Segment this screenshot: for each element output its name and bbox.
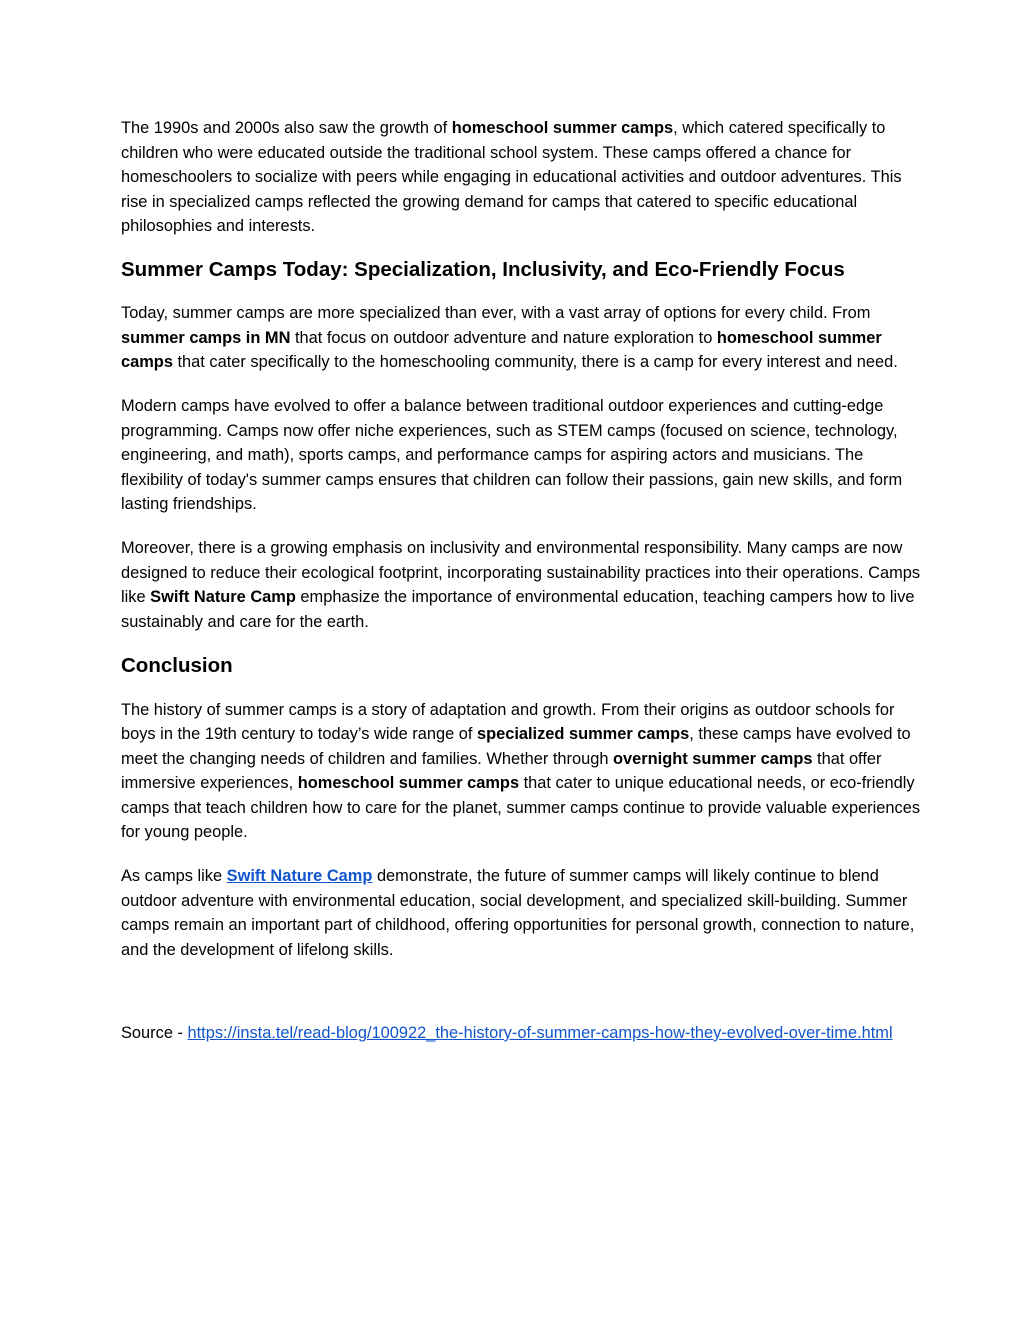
source-label: Source -: [121, 1024, 188, 1042]
concl-p1-bold-specialized: specialized summer camps: [476, 725, 690, 743]
today-paragraph-1: [121, 301, 921, 375]
swift-nature-camp-link[interactable]: Swift Nature Camp: [226, 867, 373, 885]
today-p1-text-2: that focus on outdoor adventure and nature exploration to: [290, 328, 717, 347]
source-link[interactable]: https://insta.tel/read-blog/100922_the-history-of-summer-camps-how-they-evolved-over-time.html: [187, 1024, 893, 1042]
concl-p1-text-1: The history of summer camps is a story of adaptation and growth. From their origins as outdoor schools for boys in the 19th century to today’s wide range of: [121, 700, 895, 743]
concl-p2-text-2: demonstrate, the future of summer camps will likely continue to blend outdoor adventure with environmental education, social development, and specialized skill-building. Summer camps remain an important part of childhood, offering opportunities for personal growth, connection to nature, and the development of lifelong skills.: [121, 867, 915, 959]
intro-text-2: , which catered specifically to children who were educated outside the traditional school system. These camps offered a chance for homeschoolers to socialize with peers while engaging in educational activities and outdoor adventures. This rise in specialized camps reflected the growing demand for camps that catered to specific educational philosophies and interests.: [121, 119, 902, 235]
today-p1-text-1: Today, summer camps are more specialized than ever, with a vast array of options for every child. From: [121, 304, 871, 322]
document-page: [121, 116, 921, 1065]
intro-bold-homeschool-camps: homeschool summer camps: [451, 119, 674, 137]
concl-p1-text-2: , these camps have evolved to meet the changing needs of children and families. Whether through: [121, 725, 911, 768]
heading-summer-camps-today: Summer Camps Today: Specialization, Inclusivity, and Eco-Friendly Focus: [121, 258, 845, 281]
today-p3-text-2: emphasize the importance of environmental education, teaching campers how to live sustainably and care for the earth.: [121, 588, 915, 631]
intro-text-1: The 1990s and 2000s also saw the growth of: [121, 119, 452, 137]
today-p3-text-1: Moreover, there is a growing emphasis on inclusivity and environmental responsibility. Many camps are now designed to reduce their ecological footprint, incorporating sustainability practices into their operations. Camps like: [121, 539, 921, 606]
today-paragraph-2: Modern camps have evolved to offer a balance between traditional outdoor experiences and cutting-edge programming. Camps now offer niche experiences, such as STEM camps (focused on science, technology, engineering, and math), sports camps, and performance camps for aspiring actors and musicians. The flexibility of today's summer camps ensures that children can follow their passions, gain new skills, and form lasting friendships.: [121, 397, 903, 513]
concl-p2-text-1: As camps like: [121, 867, 227, 885]
today-p1-bold-mn: summer camps in MN: [121, 328, 291, 347]
today-p3-bold-swift: Swift Nature Camp: [150, 588, 296, 606]
conclusion-paragraph-2: [121, 864, 921, 962]
concl-p1-text-3: that offer immersive experiences,: [121, 749, 882, 792]
concl-p1-bold-overnight: overnight summer camps: [613, 749, 813, 768]
intro-paragraph: [121, 116, 921, 239]
conclusion-paragraph-1: [121, 698, 921, 845]
heading-conclusion: Conclusion: [121, 653, 233, 677]
today-paragraph-3: [121, 536, 921, 634]
concl-p1-text-4: that cater to unique educational needs, or eco-friendly camps that teach children how to care for the planet, summer camps continue to provide valuable experiences for young people.: [121, 774, 921, 841]
concl-p1-bold-homeschool: homeschool summer camps: [297, 774, 520, 792]
source-line: [121, 1021, 921, 1046]
today-p1-text-3: that cater specifically to the homeschooling community, there is a camp for every interest and need.: [172, 353, 898, 371]
today-p1-bold-homeschool: homeschool summer camps: [121, 328, 882, 371]
